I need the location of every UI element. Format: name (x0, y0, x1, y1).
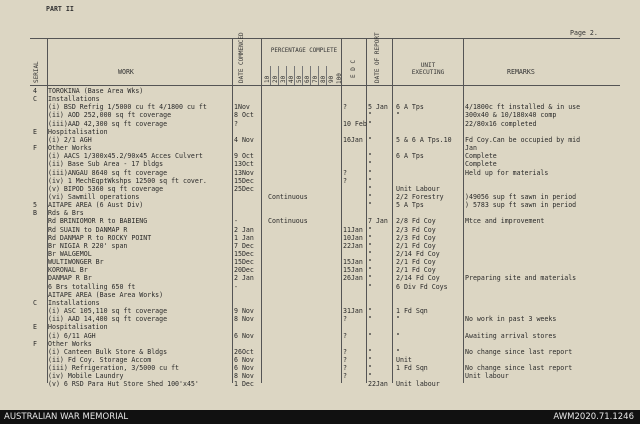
row-progress: Continuous (268, 192, 308, 201)
row-edc: 11Jan (343, 225, 363, 234)
row-unit: 2/3 Fd Coy (396, 225, 436, 234)
row-date-report: " (368, 111, 372, 120)
row-edc: ? (343, 372, 347, 381)
row-date-commenced: - (234, 282, 238, 291)
date-report-header: DATE OF REPORT (374, 32, 381, 83)
row-date-commenced: 15Dec (234, 258, 254, 267)
percentage-tick-rule (302, 66, 303, 85)
row-unit: Unit labour (396, 380, 440, 389)
row-work: (i) AACS 1/300x45.2/90x45 Acces Culvert (48, 152, 203, 161)
row-date-commenced: 1 Jan (234, 233, 254, 242)
row-remarks: Fd Coy.Can be occupied by mid (465, 135, 581, 144)
row-date-commenced: 15Dec (234, 176, 254, 185)
row-date-commenced: 2 Jan (234, 274, 254, 283)
percentage-tick: 60 (304, 75, 311, 83)
percentage-tick: 20 (272, 75, 279, 83)
row-unit: 1 Fd Sqn (396, 307, 428, 316)
row-work: WULTIWONGER Br (48, 258, 104, 267)
row-date-commenced: 26Oct (234, 347, 254, 356)
row-date-report: " (368, 315, 372, 324)
row-date-commenced: 8 Nov (234, 372, 254, 381)
row-unit: " (396, 111, 400, 120)
row-unit: 2/3 Fd Coy (396, 233, 436, 242)
footer-credit: AUSTRALIAN WAR MEMORIAL (4, 412, 129, 422)
row-edc: 16Jan (343, 135, 363, 144)
percentage-tick-rule (278, 66, 279, 85)
row-serial: F (33, 339, 37, 348)
row-edc: ? (343, 168, 347, 177)
table-top-rule (30, 38, 620, 39)
row-serial: F (33, 144, 37, 153)
row-work: (i) 2/1 AGH (48, 135, 92, 144)
row-work: (ii) AAD 14,400 sq ft coverage (48, 315, 168, 324)
remarks-header: REMARKS (507, 68, 535, 76)
row-date-report: " (368, 355, 372, 364)
row-date-report: " (368, 266, 372, 275)
row-work: (v) BIPOD 5360 sq ft coverage (48, 184, 164, 193)
row-work: (iii)AAD 42,300 sq ft coverage (48, 119, 168, 128)
row-remarks: No change since last report (465, 364, 573, 373)
part-label: PART II (46, 5, 74, 13)
row-work: Br NIGIA R 220' span (48, 241, 128, 250)
row-progress: Continuous (268, 217, 308, 226)
row-date-commenced: 1 Dec (234, 380, 254, 389)
row-remarks: Preparing site and materials (465, 274, 577, 283)
row-date-commenced: 13Nov (234, 168, 254, 177)
percentage-tick: 30 (280, 75, 287, 83)
work-header: WORK (118, 68, 134, 76)
row-unit: 2/1 Fd Coy (396, 258, 436, 267)
row-edc: ? (343, 103, 347, 112)
row-date-commenced: 6 Nov (234, 331, 254, 340)
row-work: (iii)ANGAU 8640 sq ft coverage (48, 168, 168, 177)
unit-header: UNIT EXECUTING (411, 62, 445, 76)
row-date-report: " (368, 331, 372, 340)
row-work: (i) 6/11 AGH (48, 331, 96, 340)
edc-header: E D C (350, 59, 357, 78)
row-work: Other Works (48, 339, 92, 348)
row-date-report: " (368, 364, 372, 373)
row-work: (vi) Sawmill operations (48, 192, 140, 201)
row-work: DANMAP R Br (48, 274, 92, 283)
row-date-report: 5 Jan (368, 103, 388, 112)
row-date-report: " (368, 135, 372, 144)
percentage-tick-rule (326, 66, 327, 85)
row-unit: " (396, 347, 400, 356)
row-edc: ? (343, 315, 347, 324)
row-work: AITAPE AREA (Base Area Works) (48, 290, 164, 299)
row-remarks: )49056 sup ft sawn in period (465, 192, 577, 201)
row-date-report: " (368, 282, 372, 291)
row-unit: 2/14 Fd Coy (396, 250, 440, 258)
date-commenced-header: DATE COMMENCED (238, 32, 245, 83)
row-work: Hospitalisation (48, 127, 108, 136)
row-remarks: Held up for materials (465, 168, 549, 177)
row-date-report: 7 Jan (368, 217, 388, 226)
row-work: Hospitalisation (48, 323, 108, 332)
percentage-tick: 90 (328, 75, 335, 83)
row-remarks: 4/1800c ft installed & in use (465, 103, 581, 112)
percentage-tick: 10 (264, 75, 271, 83)
row-work: (v) 6 RSD Para Hut Store Shed 100'x45' (48, 380, 199, 389)
row-work: (ii) Base Sub Area - 17 bldgs (48, 160, 164, 169)
row-work: Rd SUAIN to DANMAP R (48, 225, 128, 234)
row-edc: ? (343, 355, 347, 364)
row-serial: 4 (33, 87, 37, 95)
row-date-report: " (368, 233, 372, 242)
col-rule-7 (463, 38, 464, 383)
row-date-report: " (368, 307, 372, 316)
row-unit: 2/8 Fd Coy (396, 217, 436, 226)
row-work: Installations (48, 95, 100, 104)
row-date-commenced: 6 Nov (234, 355, 254, 364)
row-date-report: " (368, 225, 372, 234)
row-serial: E (33, 323, 37, 332)
row-work: (i) Canteen Bulk Store & Bldgs (48, 347, 168, 356)
row-edc: 10 Feb (343, 119, 367, 128)
row-unit: " (396, 331, 400, 340)
footer-accession: AWM2020.71.1246 (553, 412, 634, 422)
row-date-report: " (368, 274, 372, 283)
row-date-commenced: 1Nov (234, 103, 250, 112)
row-date-commenced: 20Dec (234, 266, 254, 275)
row-date-report: " (368, 347, 372, 356)
row-edc: 26Jan (343, 274, 363, 283)
percentage-header: PERCENTAGE COMPLETE (270, 48, 338, 54)
row-edc: 31Jan (343, 307, 363, 316)
row-unit: 2/2 Forestry (396, 192, 444, 201)
row-work: Br WALGEMOL (48, 250, 92, 258)
row-work: AITAPE AREA (6 Aust Div) (48, 201, 144, 210)
row-unit: Unit Labour (396, 184, 440, 193)
percentage-tick-rule (270, 66, 271, 85)
row-date-commenced: 8 Oct (234, 111, 254, 120)
row-date-report: " (368, 176, 372, 185)
row-unit: 6 A Tps (396, 103, 424, 112)
row-date-commenced: 2 Jan (234, 225, 254, 234)
row-edc: 10Jan (343, 233, 363, 242)
row-unit: 2/1 Fd Coy (396, 241, 436, 250)
row-remarks: No change since last report (465, 347, 573, 356)
row-unit: 5 A Tps (396, 201, 424, 210)
row-remarks: 300x40 & 10/180x40 comp (465, 111, 557, 120)
row-date-commenced: 4 Nov (234, 135, 254, 144)
col-rule-5 (366, 38, 367, 383)
row-date-report: 22Jan (368, 380, 388, 389)
row-serial: C (33, 95, 37, 104)
row-date-report: " (368, 201, 372, 210)
row-edc: ? (343, 331, 347, 340)
row-unit: " (396, 315, 400, 324)
row-unit: 6 A Tps (396, 152, 424, 161)
row-work: (ii) Fd Coy. Storage Accom (48, 355, 152, 364)
col-rule-4 (341, 38, 342, 383)
row-serial: E (33, 127, 37, 136)
row-work: Rd BRINIOMOR R to BABIENG (48, 217, 148, 226)
header-bottom-rule (30, 85, 620, 86)
row-unit: 2/1 Fd Coy (396, 266, 436, 275)
percentage-tick: 40 (288, 75, 295, 83)
row-date-report: " (368, 192, 372, 201)
percentage-tick: 70 (312, 75, 319, 83)
row-work: (iii) Refrigeration, 3/5000 cu ft (48, 364, 180, 373)
row-date-commenced: 7 Dec (234, 241, 254, 250)
row-date-commenced: 15Dec (234, 250, 254, 258)
row-work: (i) ASC 105,110 sq ft coverage (48, 307, 168, 316)
row-work: (i) BSD Refrig 1/5000 cu ft 4/1800 cu ft (48, 103, 207, 112)
row-date-commenced: 25Dec (234, 184, 254, 193)
serial-header: SERIAL (33, 61, 40, 83)
col-rule-3 (261, 38, 262, 383)
row-remarks: No work in past 3 weeks (465, 315, 557, 324)
row-work: KORONAL Br (48, 266, 88, 275)
row-remarks: Mtce and improvement (465, 217, 545, 226)
percentage-tick-rule (294, 66, 295, 85)
percentage-tick: 50 (296, 75, 303, 83)
row-date-commenced: - (234, 217, 238, 226)
row-work: Rd DANMAP R to ROCKY POINT (48, 233, 152, 242)
row-edc: 15Jan (343, 258, 363, 267)
percentage-tick: 80 (320, 75, 327, 83)
row-unit: 1 Fd Sqn (396, 364, 428, 373)
row-unit: Unit (396, 355, 412, 364)
row-date-report: " (368, 119, 372, 128)
row-remarks: ) 5783 sup ft sawn in period (465, 201, 577, 210)
row-date-report: " (368, 258, 372, 267)
row-date-report: " (368, 372, 372, 381)
row-work: (iv) 1 MechEqptWkshps 12500 sq ft cover. (48, 176, 207, 185)
row-date-report: " (368, 168, 372, 177)
row-work: Other Works (48, 144, 92, 153)
row-work: (ii) AOD 252,000 sq ft coverage (48, 111, 172, 120)
row-date-commenced: 8 Nov (234, 315, 254, 324)
page-number: Page 2. (570, 29, 598, 37)
row-date-commenced: ? (234, 119, 238, 128)
row-remarks: 22/80x16 completed (465, 119, 537, 128)
row-work: (iv) Mobile Laundry (48, 372, 124, 381)
col-rule-6 (392, 38, 393, 383)
row-date-report: " (368, 152, 372, 161)
row-date-commenced: 13Oct (234, 160, 254, 169)
row-edc: 22Jan (343, 241, 363, 250)
row-date-report: " (368, 160, 372, 169)
percentage-tick-rule (318, 66, 319, 85)
row-date-commenced: 6 Nov (234, 364, 254, 373)
row-work: TOROKINA (Base Area Wks) (48, 87, 144, 95)
row-date-commenced: 9 Nov (234, 307, 254, 316)
row-date-commenced: 9 Oct (234, 152, 254, 161)
row-remarks: Jan (465, 144, 477, 153)
row-unit: 2/14 Fd Coy (396, 274, 440, 283)
row-edc: ? (343, 364, 347, 373)
row-remarks: Complete (465, 160, 497, 169)
col-rule-2 (232, 38, 233, 383)
row-edc: ? (343, 347, 347, 356)
row-date-report: " (368, 250, 372, 258)
row-work: Installations (48, 298, 100, 307)
footer-bar (0, 410, 640, 424)
row-date-report: " (368, 241, 372, 250)
percentage-tick-rule (286, 66, 287, 85)
row-serial: C (33, 298, 37, 307)
row-remarks: Awaiting arrival stores (465, 331, 557, 340)
row-remarks: Unit labour (465, 372, 509, 381)
percentage-tick-rule (310, 66, 311, 85)
percentage-tick-100: 100 (336, 73, 343, 84)
row-edc: ? (343, 176, 347, 185)
row-work: Rds & Brs (48, 209, 84, 218)
row-serial: B (33, 209, 37, 218)
row-remarks: Complete (465, 152, 497, 161)
row-unit: 5 & 6 A Tps.10 (396, 135, 452, 144)
row-edc: 15Jan (343, 266, 363, 275)
row-date-report: " (368, 184, 372, 193)
row-work: 6 Brs totalling 650 ft (48, 282, 136, 291)
row-serial: 5 (33, 201, 37, 210)
row-unit: 6 Div Fd Coys (396, 282, 448, 291)
